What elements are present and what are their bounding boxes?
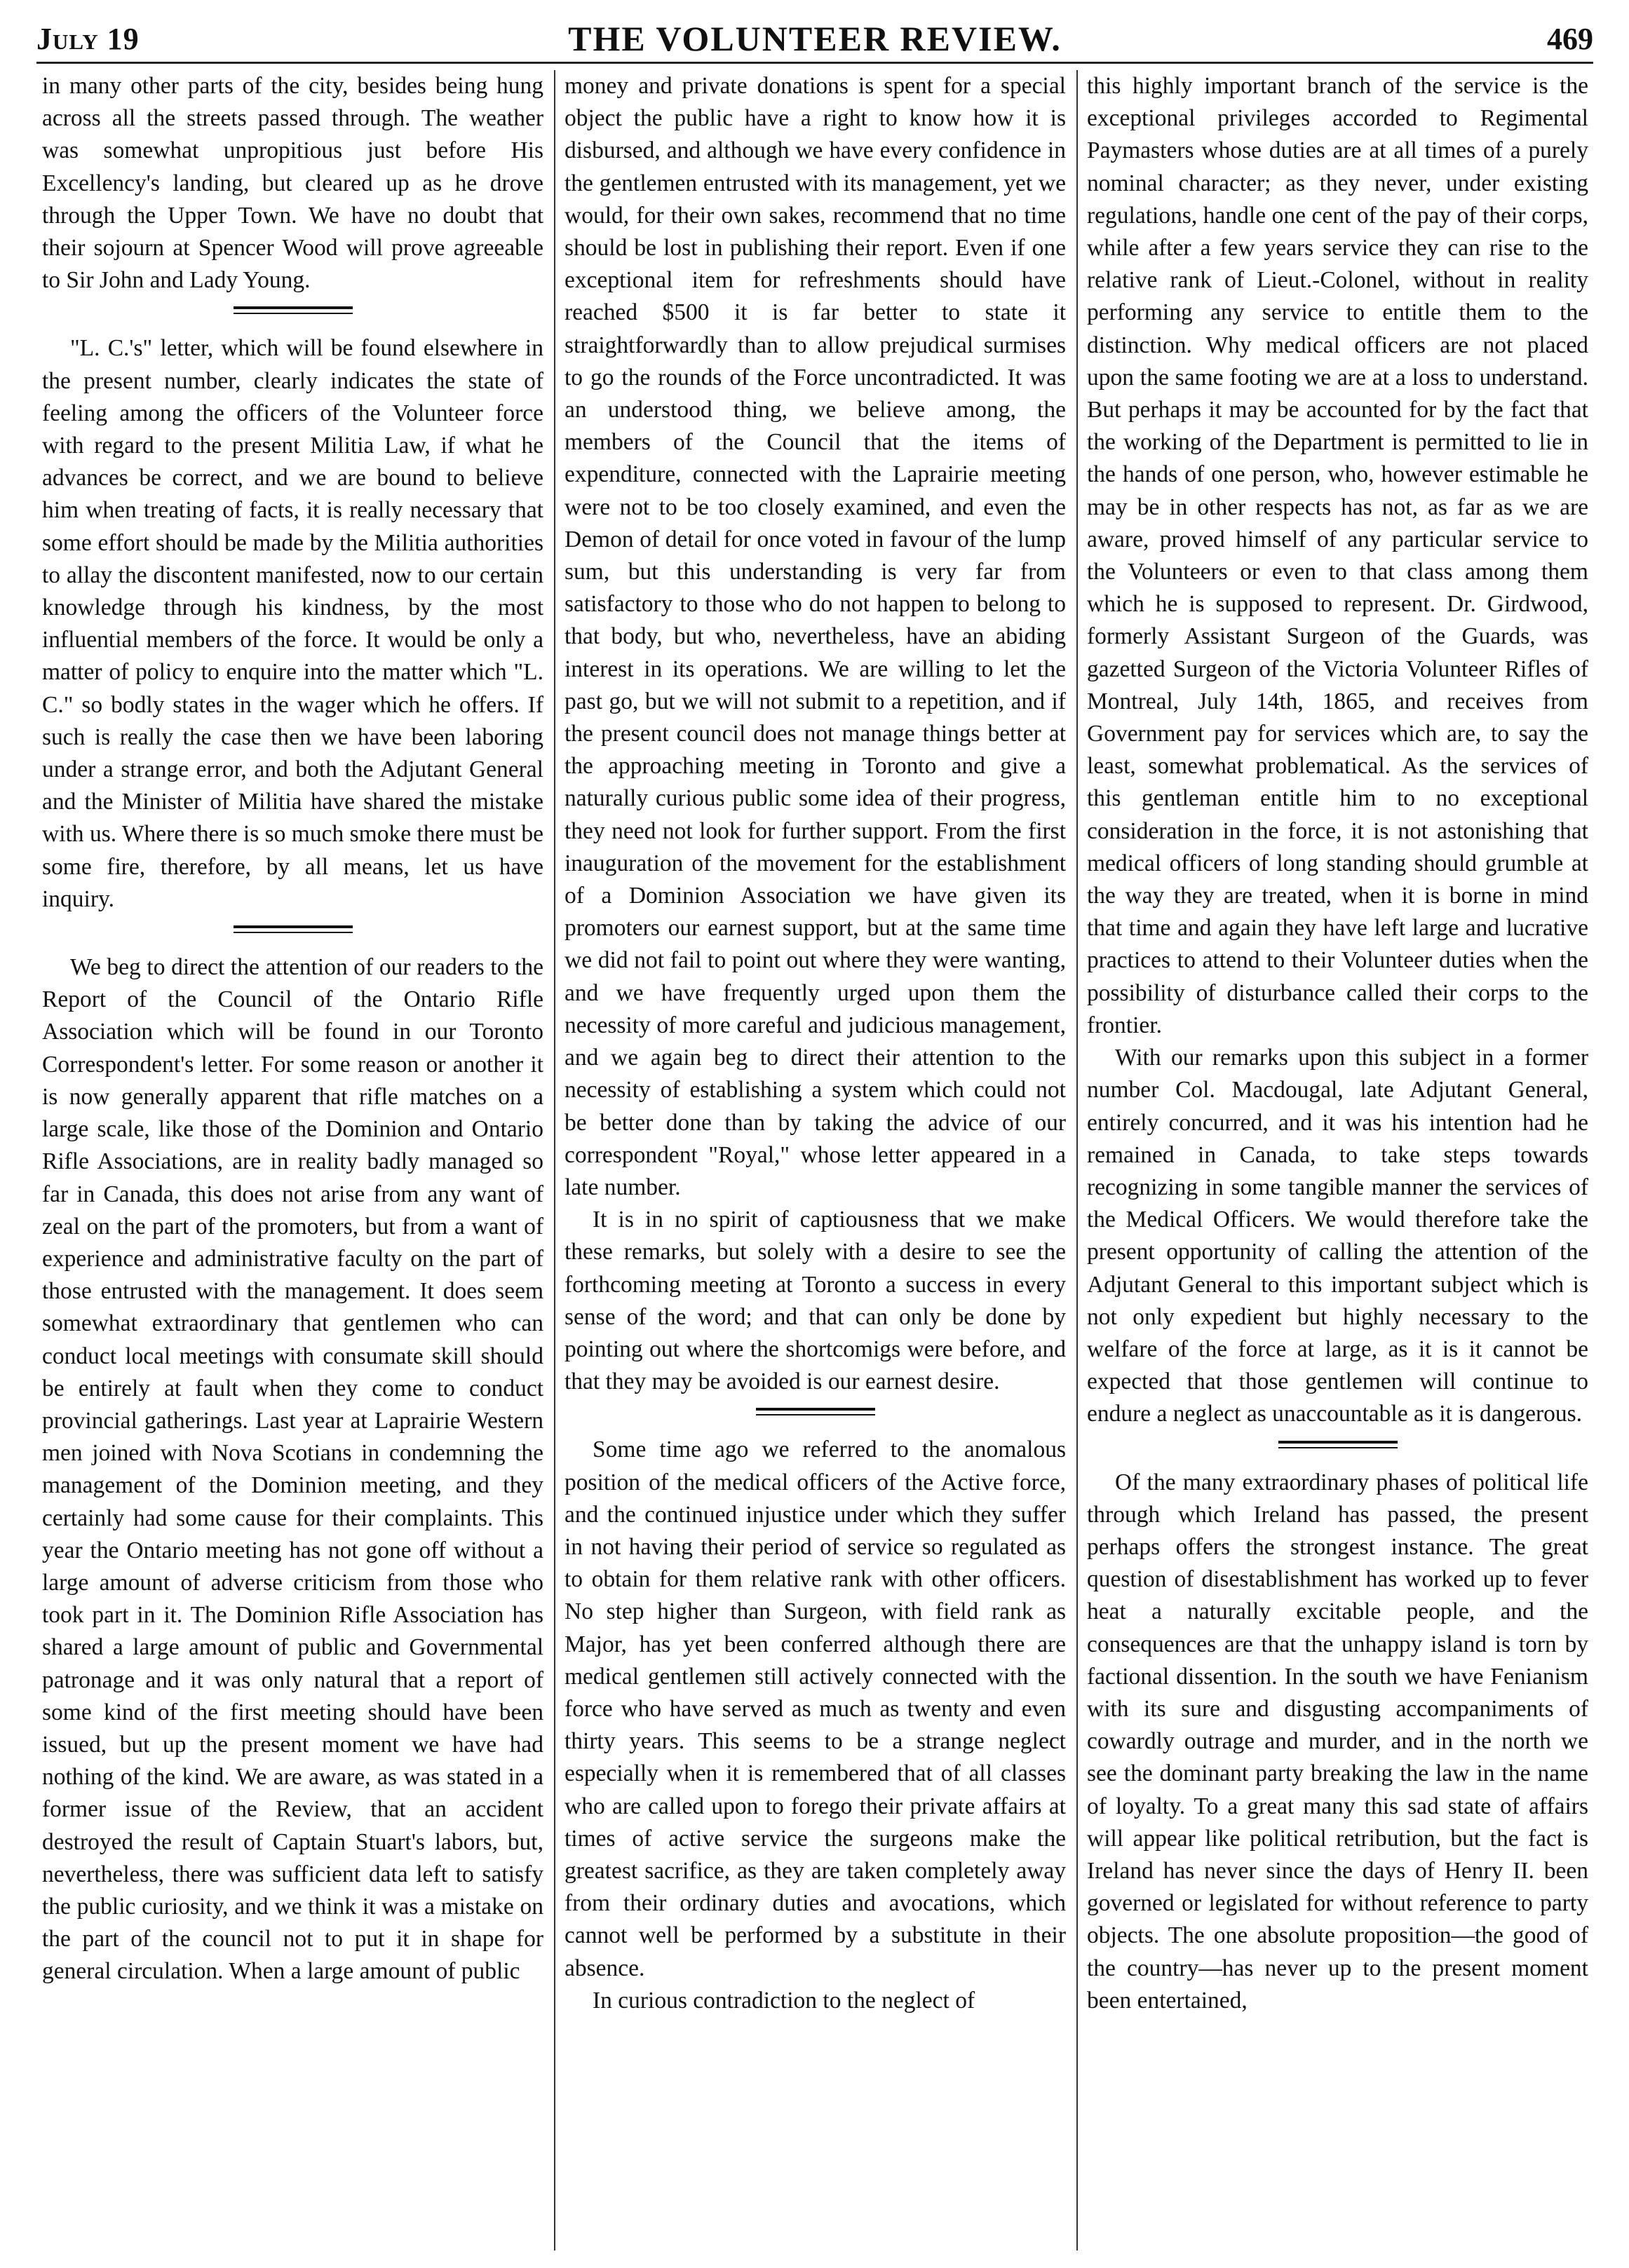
column-divider <box>554 70 555 2250</box>
article-paragraph: this highly important branch of the service is the exceptional privileges accorded to Regimental Paymasters whose duties are at all times of a purely nominal character; as they never, under existing regulations, handle one cent of the pay of their corps, while after a few years service they can rise to the relative rank of Lieut.-Colonel, without in reality performing any service to entitle them to the distinction. Why medical officers are not placed upon the same footing we are at a loss to understand. But perhaps it may be accounted for by the fact that the working of the Department is permitted to lie in the hands of one person, who, however estimable he may be in other respects has not, as far as we are aware, proved himself of any particular service to the Volunteers or even to that class among them which he is supposed to represent. Dr. Girdwood, formerly Assistant Surgeon of the Guards, was gazetted Surgeon of the Victoria Volunteer Rifles of Montreal, July 14th, 1865, and receives from Government pay for services which are, to say the least, somewhat problematical. As the services of this gentleman entitle him to no exceptional consideration in the force, it is not astonishing that medical officers of long standing should grumble at the way they are treated, when it is borne in mind that time and again they have left large and lucrative practices to attend to their Volunteer duties when the possibility of disturbance called their corps to the frontier. <box>1087 73 1588 1038</box>
article-paragraph: "L. C.'s" letter, which will be found elsewhere in the present number, clearly indicates the state of feeling among the officers of the Volunteer force with regard to the present Militia Law, if what he advances be correct, and we are bound to believe him when treating of facts, it is really necessary that some effort should be made by the Militia authorities to allay the discontent manifested, now to our certain knowledge through his kindness, by the most influential members of the force. It would be only a matter of policy to enquire into the matter which "L. C." so bodly states in the wager which he offers. If such is really the case then we have been laboring under a strange error, and both the Adjutant General and the Minister of Militia have shared the mistake with us. Where there is so much smoke there must be some fire, therefore, by all means, let us have inquiry. <box>42 335 543 912</box>
article-separator <box>1278 1441 1398 1448</box>
article-paragraph: We beg to direct the attention of our readers to the Report of the Council of the Ontario Rifle Association which will be found in our Toronto Correspondent's letter. For some reason or another it is now generally apparent that rifle matches on a large scale, like those of the Dominion and Ontario Rifle Associations, are in reality badly managed so far in Canada, this does not arise from any want of zeal on the part of the promoters, but from a want of experience and administrative faculty on the part of those entrusted with the management. It does seem somewhat extraordinary that gentlemen who can conduct local meetings with consumate skill should be entirely at fault when they come to conduct provincial gatherings. Last year at Laprairie Western men joined with Nova Scotians in condemning the management of the Dominion meeting, and they certainly had some cause for their complaints. This year the Ontario meeting has not gone off without a large amount of adverse criticism from those who took part in it. The Dominion Rifle Association has shared a large amount of public and Governmental patronage and it was only natural that a report of some kind of the first meeting should have been issued, but up the present moment we have had nothing of the kind. We are aware, as was stated in a former issue of the Review, that an accident destroyed the result of Captain Stuart's labors, but, nevertheless, there was sufficient data left to satisfy the public curiosity, and we think it was a mistake on the part of the council not to put it in shape for general circulation. When a large amount of public <box>42 954 543 1985</box>
article-paragraph: Of the many extraordinary phases of political life through which Ireland has passed, the present perhaps offers the strongest instance. The great question of disestablishment has worked up to fever heat a naturally excitable people, and the consequences are that the unhappy island is torn by factional dissention. In the south we have Fenianism with its sure and disgusting accompaniments of cowardly outrage and murder, and in the north we see the dominant party breaking the law in the name of loyalty. To a great many this sad state of affairs will appear like political retribution, but the fact is Ireland has never since the days of Henry II. been governed or legislated for without reference to party objects. The one absolute proposition—the good of the country—has never up to the present moment been entertained, <box>1087 1469 1588 2014</box>
page-header <box>36 15 1593 57</box>
article-paragraph: It is in no spirit of captiousness that we make these remarks, but solely with a desire to see the forthcoming meeting at Toronto a success in every sense of the word; and that can only be done by pointing out where the shortcomigs were before, and that they may be avoided is our earnest desire. <box>565 1207 1066 1395</box>
header-date: July 19 <box>36 22 140 56</box>
article-separator <box>234 925 353 933</box>
masthead-title: THE VOLUNTEER REVIEW. <box>568 19 1062 58</box>
article-paragraph: Some time ago we referred to the anomalous position of the medical officers of the Active force, and the continued injustice under which they suffer in not having their period of service so regulated as to obtain for them relative rank with other officers. No step higher than Surgeon, with field rank as Major, has yet been conferred although there are medical gentlemen still actively connected with the force who have served as much as twenty and even thirty years. This seems to be a strange neglect especially when it is remembered that of all classes who are called upon to forego their private affairs at times of active service the surgeons make the greatest sacrifice, as they are taken completely away from their ordinary duties and avocations, which cannot well be performed by a substitute in their absence. <box>565 1437 1066 1981</box>
column-3 <box>1087 70 1588 2250</box>
column-divider <box>1076 70 1078 2250</box>
column-1 <box>42 70 543 2250</box>
article-separator <box>234 306 353 314</box>
article-paragraph: in many other parts of the city, besides being hung across all the streets passed through. The weather was somewhat unpropitious just before His Excellency's landing, but cleared up as he drove through the Upper Town. We have no doubt that their sojourn at Spencer Wood will prove agreeable to Sir John and Lady Young. <box>42 73 543 294</box>
article-separator <box>756 1408 875 1415</box>
article-paragraph: In curious contradiction to the neglect of <box>593 1987 975 2014</box>
column-2 <box>565 70 1066 2250</box>
page-number: 469 <box>1547 22 1593 56</box>
article-paragraph: With our remarks upon this subject in a former number Col. Macdougal, late Adjutant General, entirely concurred, and it was his intention had he remained in Canada, to take steps towards recognizing in some tangible manner the services of the Medical Officers. We would therefore take the present opportunity of calling the attention of the Adjutant General to this important subject which is not only expedient but highly necessary to the welfare of the force at large, as it is it cannot be expected that those gentlemen will continue to endure a neglect as unaccountable as it is dangerous. <box>1087 1045 1588 1427</box>
header-rule <box>36 62 1593 64</box>
article-paragraph: money and private donations is spent for a special object the public have a right to know how it is disbursed, and although we have every confidence in the gentlemen entrusted with its management, yet we would, for their own sakes, recommend that no time should be lost in publishing their report. Even if one exceptional item for refreshments should have reached $500 it is far better to state it straightforwardly than to allow prejudical surmises to go the rounds of the Force uncontradicted. It was an understood thing, we believe among, the members of the Council that the items of expenditure, connected with the Laprairie meeting were not to be too closely examined, and even the Demon of detail for once voted in favour of the lump sum, but this understanding is very far from satisfactory to those who do not happen to belong to that body, but who, nevertheless, have an abiding interest in its operations. We are willing to let the past go, but we will not submit to a repetition, and if the present council does not manage things better at the approaching meeting in Toronto and give a naturally curious public some idea of their progress, they need not look for further support. From the first inauguration of the movement for the establishment of a Dominion Association we have given its promoters our earnest support, but at the same time we did not fail to point out where they were wanting, and we have frequently urged upon them the necessity of more careful and judicious management, and we again beg to direct their attention to the necessity of establishing a system which could not be better done than by taking the advice of our correspondent "Royal," whose letter appeared in a late number. <box>565 73 1066 1200</box>
